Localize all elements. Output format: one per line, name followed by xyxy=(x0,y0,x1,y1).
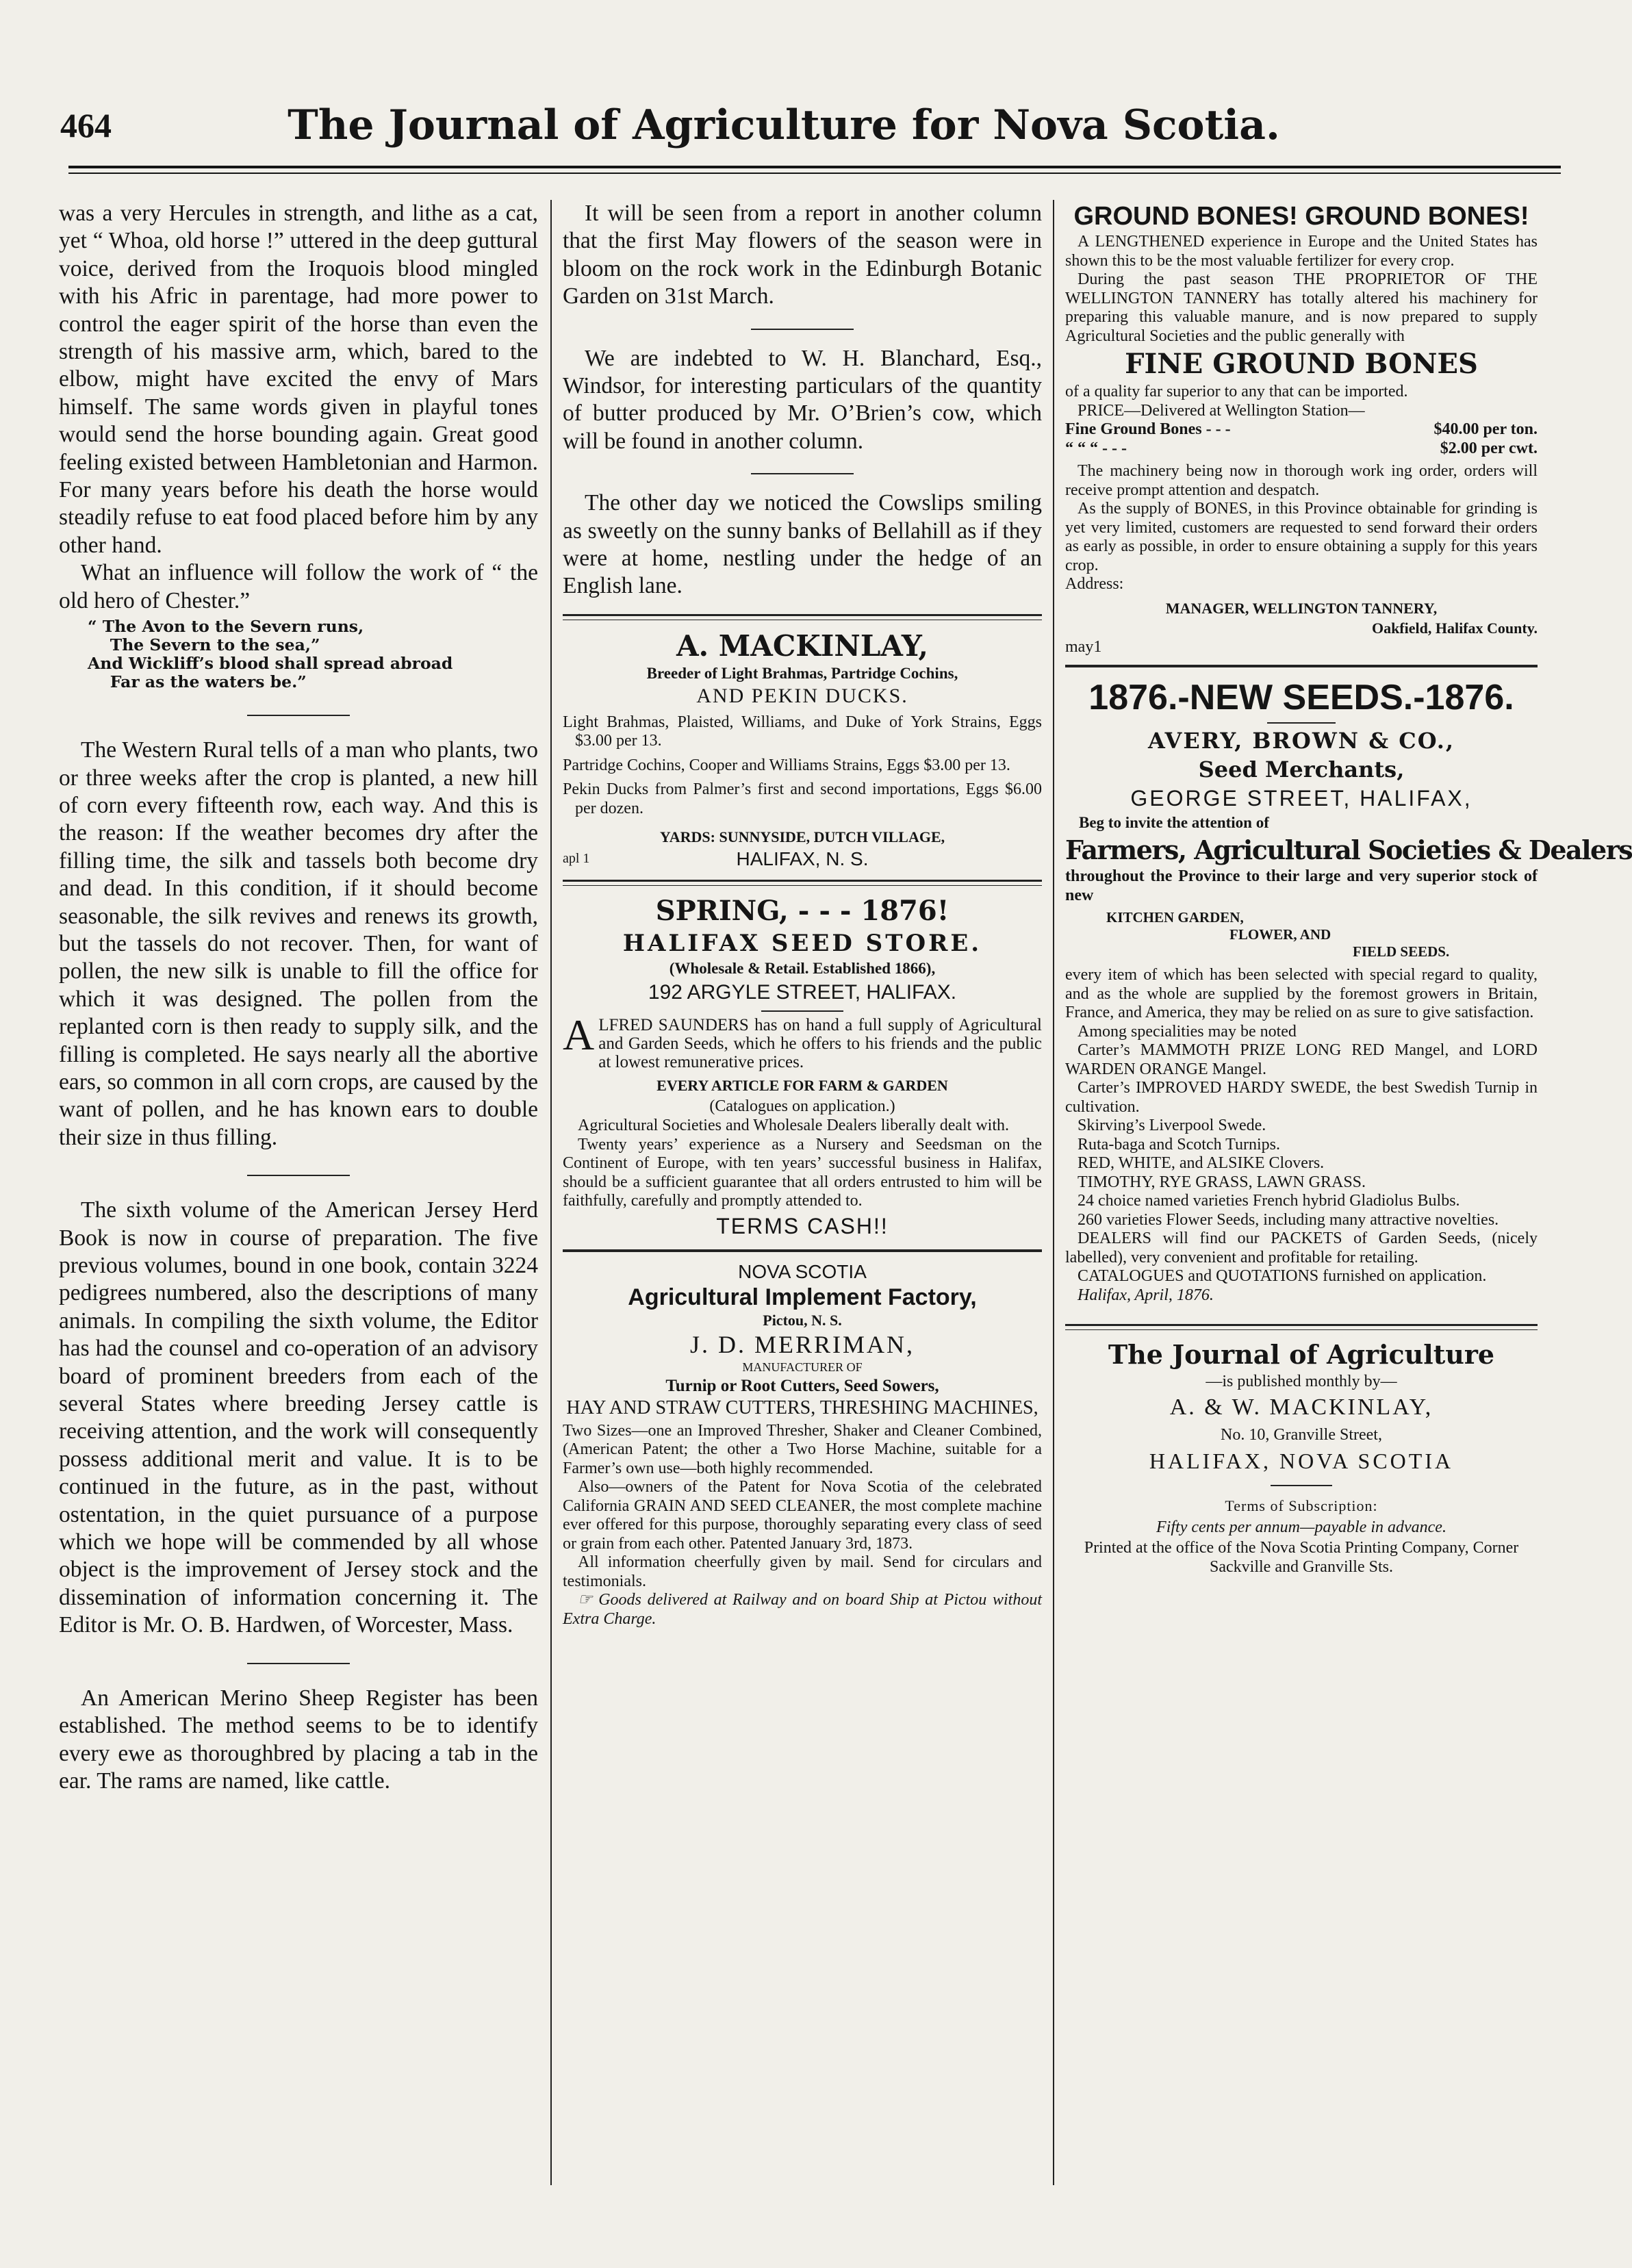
separator xyxy=(247,1663,350,1664)
ad-body: The machinery being now in thorough work ing order, orders will receive prompt attention and despatch. xyxy=(1065,462,1538,499)
article-may-flowers: It will be seen from a report in another column that the first May flowers of the season were in bloom on the rock work in the Edinburgh Botanic Garden on 31st March. xyxy=(563,201,1042,309)
ad-fine-ground-bones: FINE GROUND BONES xyxy=(1125,348,1478,380)
ad-body: All information cheerfully given by mail. Send for circulars and testimonials. xyxy=(563,1553,1042,1590)
ad-address: 192 ARGYLE STREET, HALIFAX. xyxy=(648,981,957,1004)
column-3 xyxy=(1065,200,1632,1577)
ad-products-2: HAY AND STRAW CUTTERS, THRESHING MACHINES, xyxy=(566,1397,1038,1418)
ad-list-item: Carter’s IMPROVED HARDY SWEDE, the best Swedish Turnip in cultivation. xyxy=(1065,1079,1538,1116)
article-jersey-herd-book: The sixth volume of the American Jersey Herd Book is now in course of preparation. The five previous volumes, bound in one book, contain 3224 pedigrees numbered, also the descriptions of many animals. In compiling the sixth volume, the Editor has had the counsel and co-operation of an advisory board of prominent breeders from each of the several States where breeding Jersey cattle is receiving attention, and the work will consequently possess additional merit and value. It is to be continued in the future, as in the past, without ostentation, in the quiet pursuance of a purpose which we hope will be commended by all whose object is the improvement of Jersey stock and the dissemination of information concerning it. The Editor is Mr. O. B. Hardwen, of Worcester, Mass. xyxy=(59,1197,538,1638)
header-rule-thick xyxy=(68,166,1561,168)
ad-city: HALIFAX, N. S. xyxy=(736,848,869,870)
ad-yards: YARDS: SUNNYSIDE, DUTCH VILLAGE, xyxy=(659,828,945,846)
ad-body: throughout the Province to their large and very superior stock of new xyxy=(1065,867,1538,904)
subscription-published: —is published monthly by— xyxy=(1206,1373,1397,1390)
ad-list-item: Carter’s MAMMOTH PRIZE LONG RED Mangel, and LORD WARDEN ORANGE Mangel. xyxy=(1065,1041,1538,1078)
ad-body-text: LFRED SAUNDERS has on hand a full supply of Agricultural and Garden Seeds, which he offers to his friends and the public at lowest remunerative prices. xyxy=(598,1016,1042,1072)
article-butter: We are indebted to W. H. Blanchard, Esq., Windsor, for interesting particulars of the quantity of butter produced by Mr. O’Brien’s cow, which will be found in another column. xyxy=(563,345,1042,454)
ad-ground-bones-title: GROUND BONES! GROUND BONES! xyxy=(1073,202,1529,231)
ad-line: Partridge Cochins, Cooper and Williams Strains, Eggs $3.00 per 13. xyxy=(563,756,1010,774)
ad-body: Two Sizes—one an Improved Thresher, Shaker and Cleaner Combined, (American Patent; the other a Two Horse Machine, suitable for a Farmer’s own use—both highly recommended. xyxy=(563,1421,1042,1477)
ad-halifax-seed-store xyxy=(563,894,1042,1241)
subscription-terms-heading: Terms of Subscription: xyxy=(1225,1497,1378,1514)
ad-list-item: TIMOTHY, RYE GRASS, LAWN GRASS. xyxy=(1078,1173,1366,1191)
printer-credit: Printed at the office of the Nova Scotia Printing Company, Corner Sackville and Granville Sts. xyxy=(1084,1539,1519,1576)
ad-list-item: Ruta-baga and Scotch Turnips. xyxy=(1078,1135,1280,1154)
ad-list-item: CATALOGUES and QUOTATIONS furnished on application. xyxy=(1078,1267,1487,1285)
ad-body: every item of which has been selected with special regard to quality, and as the whole are supplied by the foremost growers in Britain, France, and America, they may be relied on as sure to give satisfaction. xyxy=(1065,966,1538,1021)
ad-region: NOVA SCOTIA xyxy=(738,1260,867,1282)
ad-line: Light Brahmas, Plaisted, Williams, and Duke of York Strains, Eggs $3.00 per 13. xyxy=(563,713,1042,750)
ad-code: apl 1 xyxy=(563,851,590,867)
ad-list-item: Skirving’s Liverpool Swede. xyxy=(1078,1117,1266,1134)
ad-company: AVERY, BROWN & CO., xyxy=(1148,728,1455,754)
ad-town: Pictou, N. S. xyxy=(763,1311,842,1329)
ad-invite: Beg to invite the attention of xyxy=(1079,814,1269,831)
ad-seed-type: KITCHEN GARDEN, xyxy=(1106,909,1244,926)
article-hambletonian-close: What an influence will follow the work of “ the old hero of Chester.” xyxy=(59,560,538,613)
ad-every-article: EVERY ARTICLE FOR FARM & GARDEN xyxy=(656,1077,948,1095)
ad-new-seeds-title: 1876.-NEW SEEDS.-1876. xyxy=(1088,678,1514,717)
ad-seed-merchants: Seed Merchants, xyxy=(1198,756,1405,782)
separator xyxy=(751,329,854,330)
drop-cap: A xyxy=(563,1010,595,1060)
ad-terms: TERMS CASH!! xyxy=(716,1213,889,1238)
subscription-publisher: A. & W. MACKINLAY, xyxy=(1169,1394,1433,1420)
column-divider-2 xyxy=(1053,200,1054,2185)
ad-mackinlay xyxy=(563,628,1042,872)
article-western-rural: The Western Rural tells of a man who plants, two or three weeks after the crop is planted, a new hill of corn every fifteenth row, each way. And this is the reason: If the weather becomes dry after the filling time, the silk and tassels both become dry and dead. In this condition, if it should become seasonable, the silk revives and renews its growth, but the tassels do not recover. Then, for want of pollen, the new silk is unable to fill the office for which it was designed. The pollen from the replanted corn is then ready to supply silk, and the filling is completed. He says nearly all the abortive ears, so common in all corn crops, are caused by the want of pollen, and he has known ears to double their size in thus filling. xyxy=(59,737,538,1150)
ad-implement-factory xyxy=(563,1260,1042,1629)
ad-products: Turnip or Root Cutters, Seed Sowers, xyxy=(665,1376,939,1395)
article-hambletonian: was a very Hercules in strength, and lithe as a cat, yet “ Whoa, old horse !” uttered in the deep guttural voice, derived from the Iroquois blood mingled with his Afric in parentage, had more power to control the eager spirit of the horse than even the strength of his massive arm, which, bared to the elbow, might have excited the envy of Mars himself. The same words given in playful tones would send the horse bounding again. Great good feeling existed between Hambletonian and Harmon. For many years before his death the horse would steadily refuse to eat food placed before him by any other hand. xyxy=(59,201,538,558)
column-divider-1 xyxy=(550,200,552,2185)
ad-established: (Wholesale & Retail. Established 1866), xyxy=(669,960,936,978)
ad-body: A LENGTHENED experience in Europe and the United States has shown this to be the most valuable fertilizer for every crop. xyxy=(1065,233,1538,270)
ad-location: Oakfield, Halifax County. xyxy=(1371,619,1538,637)
ad-seed-type: FLOWER, AND xyxy=(1229,926,1331,943)
ad-street: GEORGE STREET, HALIFAX, xyxy=(1130,786,1472,811)
ad-list-item: RED, WHITE, and ALSIKE Clovers. xyxy=(1078,1154,1325,1172)
page-number: 464 xyxy=(60,106,112,144)
ad-body: Twenty years’ experience as a Nursery and Seedsman on the Continent of Europe, with ten years’ successful business in Halifax, should be a sufficient guarantee that all orders entrusted to him will be faithfully, carefully and promptly attended to. xyxy=(563,1135,1042,1210)
ad-catalogues: (Catalogues on application.) xyxy=(709,1097,895,1116)
ad-price-heading: PRICE—Delivered at Wellington Station— xyxy=(1078,401,1365,420)
ad-list-item: 24 choice named varieties French hybrid Gladiolus Bulbs. xyxy=(1078,1192,1460,1210)
ad-manager: MANAGER, WELLINGTON TANNERY, xyxy=(1165,599,1438,617)
ad-code: may1 xyxy=(1065,637,1102,656)
ad-title: A. MACKINLAY, xyxy=(676,628,929,663)
subscription-city: HALIFAX, NOVA SCOTIA xyxy=(1149,1449,1454,1473)
price-row: Fine Ground Bones - - - $40.00 per ton. xyxy=(1065,420,1538,438)
ad-body: of a quality far superior to any that can be imported. xyxy=(1065,383,1408,400)
ad-body: Also—owners of the Patent for Nova Scotia of the celebrated California GRAIN AND SEED CLEANER, the most complete machine ever offered for this purpose, thoroughly separating every class of seed or grain from each other. Patented January 3rd, 1873. xyxy=(563,1478,1042,1553)
ad-audience: Farmers, Agricultural Societies & Dealers xyxy=(1065,834,1632,865)
article-merino-register: An American Merino Sheep Register has been established. The method seems to be to identify every ewe as thoroughbred by placing a tab in the ear. The rams are named, like cattle. xyxy=(59,1685,538,1794)
ad-address-label: Address: xyxy=(1065,575,1124,593)
ad-date: Halifax, April, 1876. xyxy=(1078,1286,1214,1304)
separator xyxy=(247,1175,350,1176)
article-cowslips: The other day we noticed the Cowslips smiling as sweetly on the sunny banks of Bellahill as if they were at home, nestling under the hedge of an English lane. xyxy=(563,490,1042,599)
ad-seed-type: FIELD SEEDS. xyxy=(1353,943,1450,960)
ad-manufacturer: MANUFACTURER OF xyxy=(742,1360,863,1374)
double-rule xyxy=(563,880,1042,886)
separator xyxy=(751,473,854,474)
subscription-title: The Journal of Agriculture xyxy=(1108,1339,1495,1370)
ad-line: Pekin Ducks from Palmer’s first and second importations, Eggs $6.00 per dozen. xyxy=(563,780,1042,817)
subscription-street: No. 10, Granville Street, xyxy=(1221,1426,1382,1444)
ad-title: SPRING, - - - 1876! xyxy=(655,895,949,928)
subscription-price: Fifty cents per annum—payable in advance. xyxy=(1156,1518,1446,1536)
ad-title: Agricultural Implement Factory, xyxy=(628,1284,977,1310)
ad-body: As the supply of BONES, in this Province obtainable for grinding is yet very limited, customers are requested to send forward their orders as early as possible, in order to ensure obtaining a supply for this years crop. xyxy=(1065,500,1538,574)
ad-proprietor: J. D. MERRIMAN, xyxy=(689,1330,915,1358)
price-row: “ “ “ - - - $2.00 per cwt. xyxy=(1065,439,1538,457)
ad-body: Agricultural Societies and Wholesale Dealers liberally dealt with. xyxy=(578,1117,1010,1135)
separator xyxy=(247,715,350,716)
page-header xyxy=(41,97,1527,152)
column-2 xyxy=(563,200,1042,1629)
ad-delivery-note: ☞ Goods delivered at Railway and on board Ship at Pictou without Extra Charge. xyxy=(563,1591,1042,1628)
rule xyxy=(563,1249,1042,1252)
ad-store-name: HALIFAX SEED STORE. xyxy=(622,930,982,958)
ad-body xyxy=(563,1010,1042,1072)
ad-list-item: 260 varieties Flower Seeds, including many attractive novelties. xyxy=(1078,1210,1499,1229)
ad-subtitle: Breeder of Light Brahmas, Partridge Cochins, xyxy=(646,664,958,682)
double-rule xyxy=(563,614,1042,620)
journal-title: The Journal of Agriculture for Nova Scotia. xyxy=(288,101,1280,149)
column-1 xyxy=(59,200,538,1795)
ad-subtitle-2: AND PEKIN DUCKS. xyxy=(696,684,908,707)
ad-list-item: Among specialities may be noted xyxy=(1078,1022,1297,1041)
verse-quote: “ The Avon to the Severn runs, The Severn to the sea,” And Wickliff’s blood shall spread abroad Far as the waters be.” xyxy=(88,617,453,692)
header-rule-thin xyxy=(68,173,1561,174)
ad-body: During the past season THE PROPRIETOR OF THE WELLINGTON TANNERY has totally altered his machinery for preparing this valuable manure, and is now prepared to supply Agricultural Societies and the public generally with xyxy=(1065,270,1538,345)
ad-list-item: DEALERS will find our PACKETS of Garden Seeds, (nicely labelled), very convenient and profitable for retailing. xyxy=(1065,1229,1538,1266)
